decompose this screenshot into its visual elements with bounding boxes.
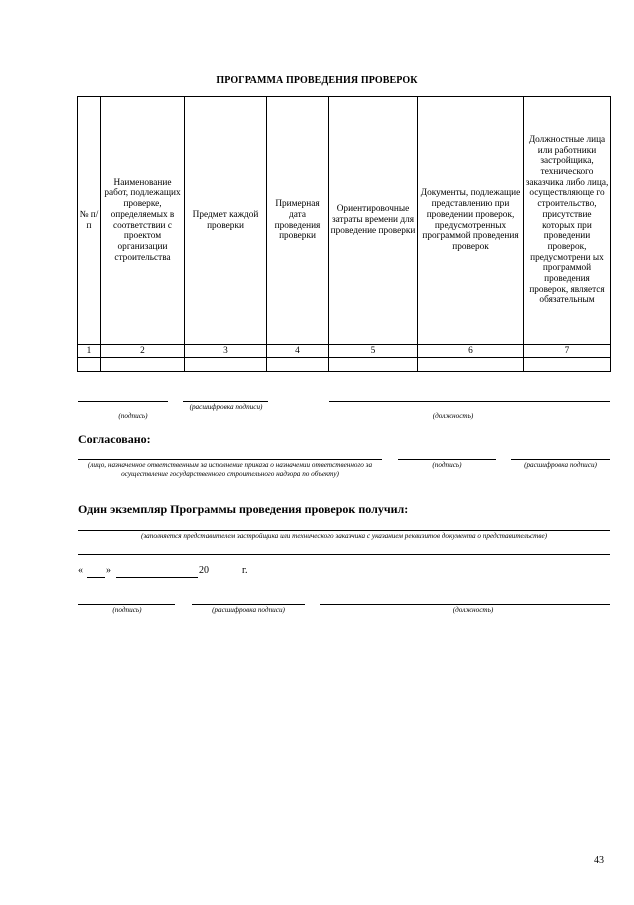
date-year-suffix: г. bbox=[242, 565, 248, 576]
column-number: 2 bbox=[101, 345, 185, 358]
page-number: 43 bbox=[594, 855, 604, 866]
header-cell-time: Ориентировочные затраты времени для проведение проверки bbox=[329, 97, 418, 345]
page-title: ПРОГРАММА ПРОВЕДЕНИЯ ПРОВЕРОК bbox=[216, 75, 418, 86]
header-cell-officials: Должностные лица или работники застройщика, технического заказчика либо лица, осуществляюще го строительство, присутствие которых при проведении проверок, предусмотрени ых программой проведения проверок, является обязательным bbox=[524, 97, 611, 345]
agreed-sign-caption: (подпись) bbox=[432, 461, 462, 469]
table-cell[interactable] bbox=[101, 358, 185, 372]
agreed-heading: Согласовано: bbox=[78, 432, 151, 446]
received-decode-caption: (расшифровка подписи) bbox=[212, 606, 285, 614]
table-cell[interactable] bbox=[78, 358, 101, 372]
date-open-quote: « bbox=[78, 565, 83, 576]
table-header-row bbox=[78, 97, 611, 345]
agreed-sign-line[interactable] bbox=[398, 459, 496, 460]
header-cell-works: Наименование работ, подлежащих проверке, определяемых в соответствии с проектом организации строительства bbox=[101, 97, 185, 345]
date-close-quote: » bbox=[106, 565, 111, 576]
table-cell[interactable] bbox=[524, 358, 611, 372]
date-month-line[interactable] bbox=[116, 577, 198, 578]
received-position-caption: (должность) bbox=[452, 606, 494, 614]
agreed-decode-caption: (расшифровка подписи) bbox=[524, 461, 597, 469]
responsible-person-line[interactable] bbox=[78, 459, 382, 460]
header-cell-date: Примерная дата проведения проверки bbox=[267, 97, 329, 345]
column-number: 1 bbox=[78, 345, 101, 358]
table-cell[interactable] bbox=[267, 358, 329, 372]
position-caption: (должность) bbox=[432, 412, 474, 420]
header-cell-subject: Предмет каждой проверки bbox=[185, 97, 267, 345]
sign-caption: (подпись) bbox=[118, 412, 148, 420]
position-line[interactable] bbox=[329, 401, 610, 402]
table-row bbox=[78, 358, 611, 372]
table-cell[interactable] bbox=[185, 358, 267, 372]
representative-caption: (заполняется представителем застройщика или технического заказчика с указанием реквизитов документа о представительстве) bbox=[140, 532, 548, 540]
representative-line[interactable] bbox=[78, 530, 610, 531]
table-cell[interactable] bbox=[418, 358, 524, 372]
received-heading: Один экземпляр Программы проведения проверок получил: bbox=[78, 502, 409, 516]
date-day-line[interactable] bbox=[87, 577, 105, 578]
column-number: 5 bbox=[329, 345, 418, 358]
decode-line[interactable] bbox=[183, 401, 268, 402]
received-decode-line[interactable] bbox=[192, 604, 305, 605]
table-cell[interactable] bbox=[329, 358, 418, 372]
column-number: 4 bbox=[267, 345, 329, 358]
table-number-row bbox=[78, 345, 611, 358]
sign-line[interactable] bbox=[78, 401, 168, 402]
header-cell-documents: Документы, подлежащие представлению при проведении проверок, предусмотренных программой проведения проверок bbox=[418, 97, 524, 345]
header-cell-number: № п/п bbox=[78, 97, 101, 345]
column-number: 3 bbox=[185, 345, 267, 358]
received-position-line[interactable] bbox=[320, 604, 610, 605]
column-number: 7 bbox=[524, 345, 611, 358]
representative-line-2[interactable] bbox=[78, 554, 610, 555]
date-year-prefix: 20 bbox=[199, 565, 209, 576]
column-number: 6 bbox=[418, 345, 524, 358]
inspection-program-table bbox=[77, 96, 611, 372]
decode-caption: (расшифровка подписи) bbox=[189, 403, 263, 411]
agreed-decode-line[interactable] bbox=[511, 459, 610, 460]
received-sign-caption: (подпись) bbox=[112, 606, 142, 614]
responsible-person-caption: (лицо, назначенное ответственным за исполнение приказа о назначении ответственного за осуществление государственного строительного надзора по объекту) bbox=[87, 461, 373, 478]
received-sign-line[interactable] bbox=[78, 604, 175, 605]
